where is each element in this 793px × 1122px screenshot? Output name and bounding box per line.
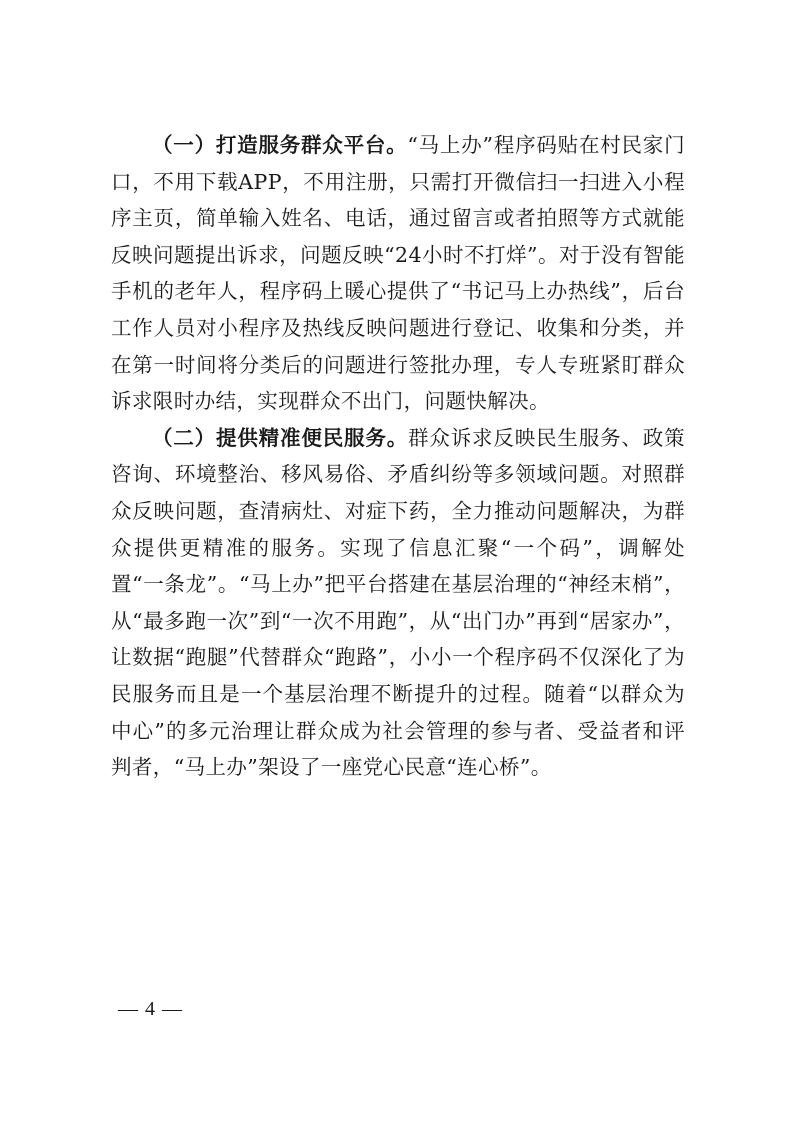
document-body — [111, 127, 685, 786]
paragraph-1-heading: （一）打造服务群众平台。 — [152, 133, 408, 157]
paragraph-2-heading: （二）提供精准便民服务。 — [152, 425, 409, 450]
paragraph-2 — [111, 420, 685, 786]
paragraph-1 — [111, 127, 685, 420]
paragraph-1-text: “马上办”程序码贴在村民家门口，不用下载APP，不用注册，只需打开微信扫一扫进入小程序主页，简单输入姓名、电话，通过留言或者拍照等方式就能反映问题提出诉求，问题反映“24小时不打烊”。对于没有智能手机的老年人，程序码上暖心提供了“书记马上办热线”，后台工作人员对小程序及热线反映问题进行登记、收集和分类，并在第一时间将分类后的问题进行签批办理，专人专班紧盯群众诉求限时办结，实现群众不出门，问题快解决。 — [111, 133, 685, 414]
paragraph-2-text: 群众诉求反映民生服务、政策咨询、环境整治、移风易俗、矛盾纠纷等多领域问题。对照群众反映问题，查清病灶、对症下药，全力推动问题解决，为群众提供更精准的服务。实现了信息汇聚“一个码”，调解处置“一条龙”。“马上办”把平台搭建在基层治理的“神经末梢”，从“最多跑一次”到“一次不用跑”，从“出门办”再到“居家办”，让数据“跑腿”代替群众“跑路”，小小一个程序码不仅深化了为民服务而且是一个基层治理不断提升的过程。随着“以群众为中心”的多元治理让群众成为社会管理的参与者、受益者和评判者，“马上办”架设了一座党心民意“连心桥”。 — [111, 425, 685, 780]
page-number: — 4 — — [118, 998, 183, 1020]
